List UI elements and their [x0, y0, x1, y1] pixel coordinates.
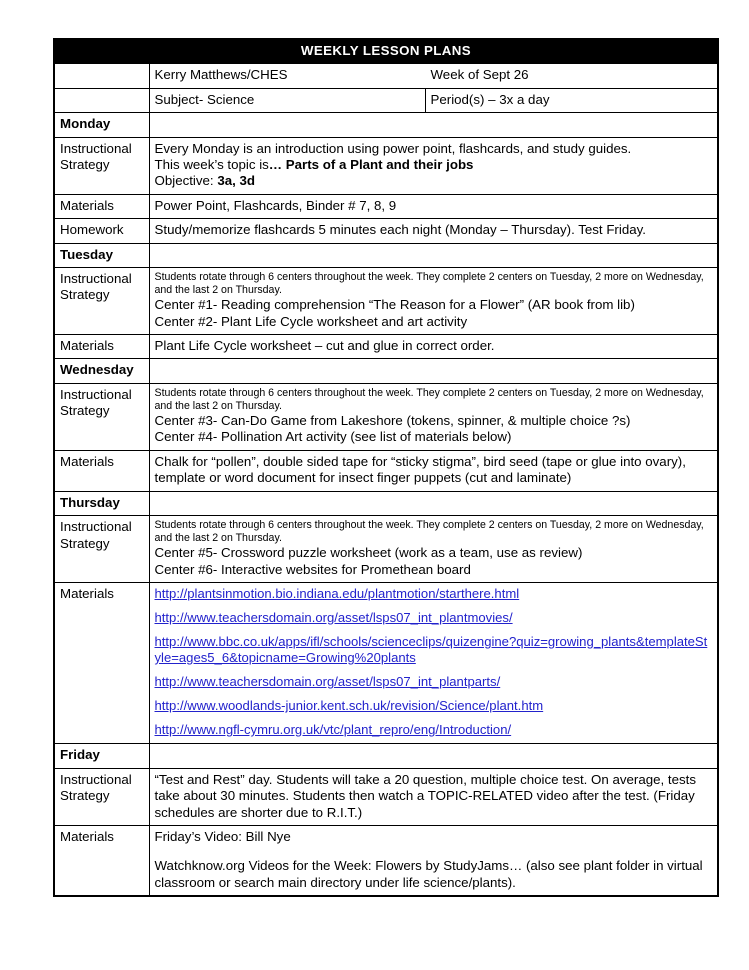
- rotation-note-tuesday: Students rotate through 6 centers throughout the week. They complete 2 centers on Tuesday, 2 more on Wednesday, and the last 2 on Thursday.: [154, 271, 704, 297]
- periods-value: Period(s) – 3x a day: [425, 88, 718, 112]
- header-row-teacher: [54, 64, 718, 88]
- thursday-strategy-content: [149, 516, 718, 583]
- day-header-monday: [54, 113, 718, 137]
- wednesday-center-4: Center #4- Pollination Art activity (see list of materials below): [154, 429, 512, 445]
- tuesday-center-2: Center #2- Plant Life Cycle worksheet and art activity: [154, 313, 468, 329]
- label-materials-friday: Materials: [54, 826, 149, 897]
- label-instructional-strategy-friday: Instructional Strategy: [54, 768, 149, 825]
- resource-link[interactable]: http://www.teachersdomain.org/asset/lsps07_int_plantparts/: [154, 674, 501, 690]
- day-name-thursday: Thursday: [54, 491, 149, 515]
- day-header-friday: [54, 744, 718, 768]
- label-homework-monday: Homework: [54, 219, 149, 243]
- tuesday-strategy-row: [54, 268, 718, 335]
- list-item: [155, 610, 713, 626]
- label-instructional-strategy: Instructional Strategy: [54, 137, 149, 194]
- thursday-materials-row: [54, 583, 718, 744]
- monday-strategy-content: [149, 137, 718, 194]
- header-teacher-week-cell: [149, 64, 718, 88]
- monday-topic-prefix: This week’s topic is: [154, 157, 269, 173]
- thursday-strategy-row: [54, 516, 718, 583]
- wednesday-center-3: Center #3- Can-Do Game from Lakeshore (tokens, spinner, & multiple choice ?s): [154, 413, 631, 429]
- thursday-center-5: Center #5- Crossword puzzle worksheet (work as a team, use as review): [154, 545, 583, 561]
- list-item: [155, 722, 713, 738]
- day-monday-spacer: [149, 113, 718, 137]
- thursday-materials-content: [149, 583, 718, 744]
- wednesday-materials-content: Chalk for “pollen”, double sided tape for “sticky stigma”, bird seed (tape or glue into ovary), template or word document for insect finger puppets (cut and laminate): [149, 450, 718, 491]
- monday-topic-bold: … Parts of a Plant and their jobs: [268, 157, 474, 173]
- resource-link[interactable]: http://www.bbc.co.uk/apps/ifl/schools/scienceclips/quizengine?quiz=growing_plants&templateStyle=ages5_6&topicname=Growing%20plants: [154, 633, 708, 666]
- tuesday-materials-content: Plant Life Cycle worksheet – cut and glue in correct order.: [149, 335, 718, 359]
- day-header-tuesday: [54, 243, 718, 267]
- tuesday-materials-row: [54, 335, 718, 359]
- label-instructional-strategy-tuesday: Instructional Strategy: [54, 268, 149, 335]
- day-wednesday-spacer: [149, 359, 718, 383]
- wednesday-strategy-row: [54, 383, 718, 450]
- resource-link[interactable]: http://www.ngfl-cymru.org.uk/vtc/plant_repro/eng/Introduction/: [154, 722, 512, 738]
- day-thursday-spacer: [149, 491, 718, 515]
- friday-materials-content: [149, 826, 718, 897]
- table-title-row: [54, 39, 718, 64]
- monday-objective-prefix: Objective:: [154, 173, 218, 189]
- rotation-note-wednesday: Students rotate through 6 centers throughout the week. They complete 2 centers on Tuesday, 2 more on Wednesday, and the last 2 on Thursday.: [154, 386, 704, 412]
- friday-watchknow-note: Watchknow.org Videos for the Week: Flowers by StudyJams… (also see plant folder in virtual classroom or search main directory under life science/plants).: [154, 858, 703, 890]
- header-left-spacer: [54, 64, 149, 88]
- tuesday-strategy-content: [149, 268, 718, 335]
- weekly-lesson-plan-table: [53, 38, 719, 897]
- resource-link[interactable]: http://plantsinmotion.bio.indiana.edu/plantmotion/starthere.html: [154, 586, 520, 602]
- resource-link[interactable]: http://www.teachersdomain.org/asset/lsps07_int_plantmovies/: [154, 610, 513, 625]
- monday-objective-line: [155, 173, 713, 189]
- header-row-subject: [54, 88, 718, 112]
- label-materials-tuesday: Materials: [54, 335, 149, 359]
- day-name-wednesday: Wednesday: [54, 359, 149, 383]
- monday-strategy-row: [54, 137, 718, 194]
- label-materials-thursday: Materials: [54, 583, 149, 744]
- list-item: [155, 586, 713, 602]
- tuesday-center-1: Center #1- Reading comprehension “The Reason for a Flower” (AR book from lib): [154, 297, 635, 313]
- page-title: WEEKLY LESSON PLANS: [54, 39, 718, 64]
- friday-video: Friday’s Video: Bill Nye: [154, 829, 291, 845]
- list-item: [155, 674, 713, 690]
- monday-strategy-line-1: Every Monday is an introduction using power point, flashcards, and study guides.: [154, 140, 632, 156]
- thursday-center-6: Center #6- Interactive websites for Promethean board: [154, 561, 471, 577]
- rotation-note-thursday: Students rotate through 6 centers throughout the week. They complete 2 centers on Tuesday, 2 more on Wednesday, and the last 2 on Thursday.: [154, 519, 704, 545]
- day-name-monday: Monday: [54, 113, 149, 137]
- wednesday-materials-row: [54, 450, 718, 491]
- monday-homework-row: [54, 219, 718, 243]
- friday-strategy-row: [54, 768, 718, 825]
- list-item: [155, 634, 713, 667]
- week-of: Week of Sept 26: [430, 67, 529, 83]
- monday-materials-content: Power Point, Flashcards, Binder # 7, 8, 9: [149, 194, 718, 218]
- day-friday-spacer: [149, 744, 718, 768]
- resource-link-list: [155, 586, 713, 738]
- wednesday-strategy-content: [149, 383, 718, 450]
- label-materials-monday: Materials: [54, 194, 149, 218]
- monday-materials-row: [54, 194, 718, 218]
- label-instructional-strategy-wednesday: Instructional Strategy: [54, 383, 149, 450]
- day-name-tuesday: Tuesday: [54, 243, 149, 267]
- day-header-thursday: [54, 491, 718, 515]
- list-item: [155, 698, 713, 714]
- friday-strategy-content: “Test and Rest” day. Students will take a 20 question, multiple choice test. On average, tests take about 30 minutes. Students then watch a TOPIC-RELATED video after the test. (Friday schedules are shorter due to R.I.T.): [149, 768, 718, 825]
- monday-homework-content: Study/memorize flashcards 5 minutes each night (Monday – Thursday). Test Friday.: [149, 219, 718, 243]
- friday-materials-row: [54, 826, 718, 897]
- day-header-wednesday: [54, 359, 718, 383]
- header-left-spacer-2: [54, 88, 149, 112]
- label-instructional-strategy-thursday: Instructional Strategy: [54, 516, 149, 583]
- resource-link[interactable]: http://www.woodlands-junior.kent.sch.uk/revision/Science/plant.htm: [154, 698, 544, 714]
- lesson-plan-sheet: [53, 38, 717, 897]
- day-tuesday-spacer: [149, 243, 718, 267]
- monday-objective-codes: 3a, 3d: [217, 173, 256, 189]
- day-name-friday: Friday: [54, 744, 149, 768]
- teacher-name: Kerry Matthews/CHES: [154, 67, 288, 83]
- label-materials-wednesday: Materials: [54, 450, 149, 491]
- subject-value: Subject- Science: [149, 88, 425, 112]
- monday-strategy-line-2: [155, 157, 713, 173]
